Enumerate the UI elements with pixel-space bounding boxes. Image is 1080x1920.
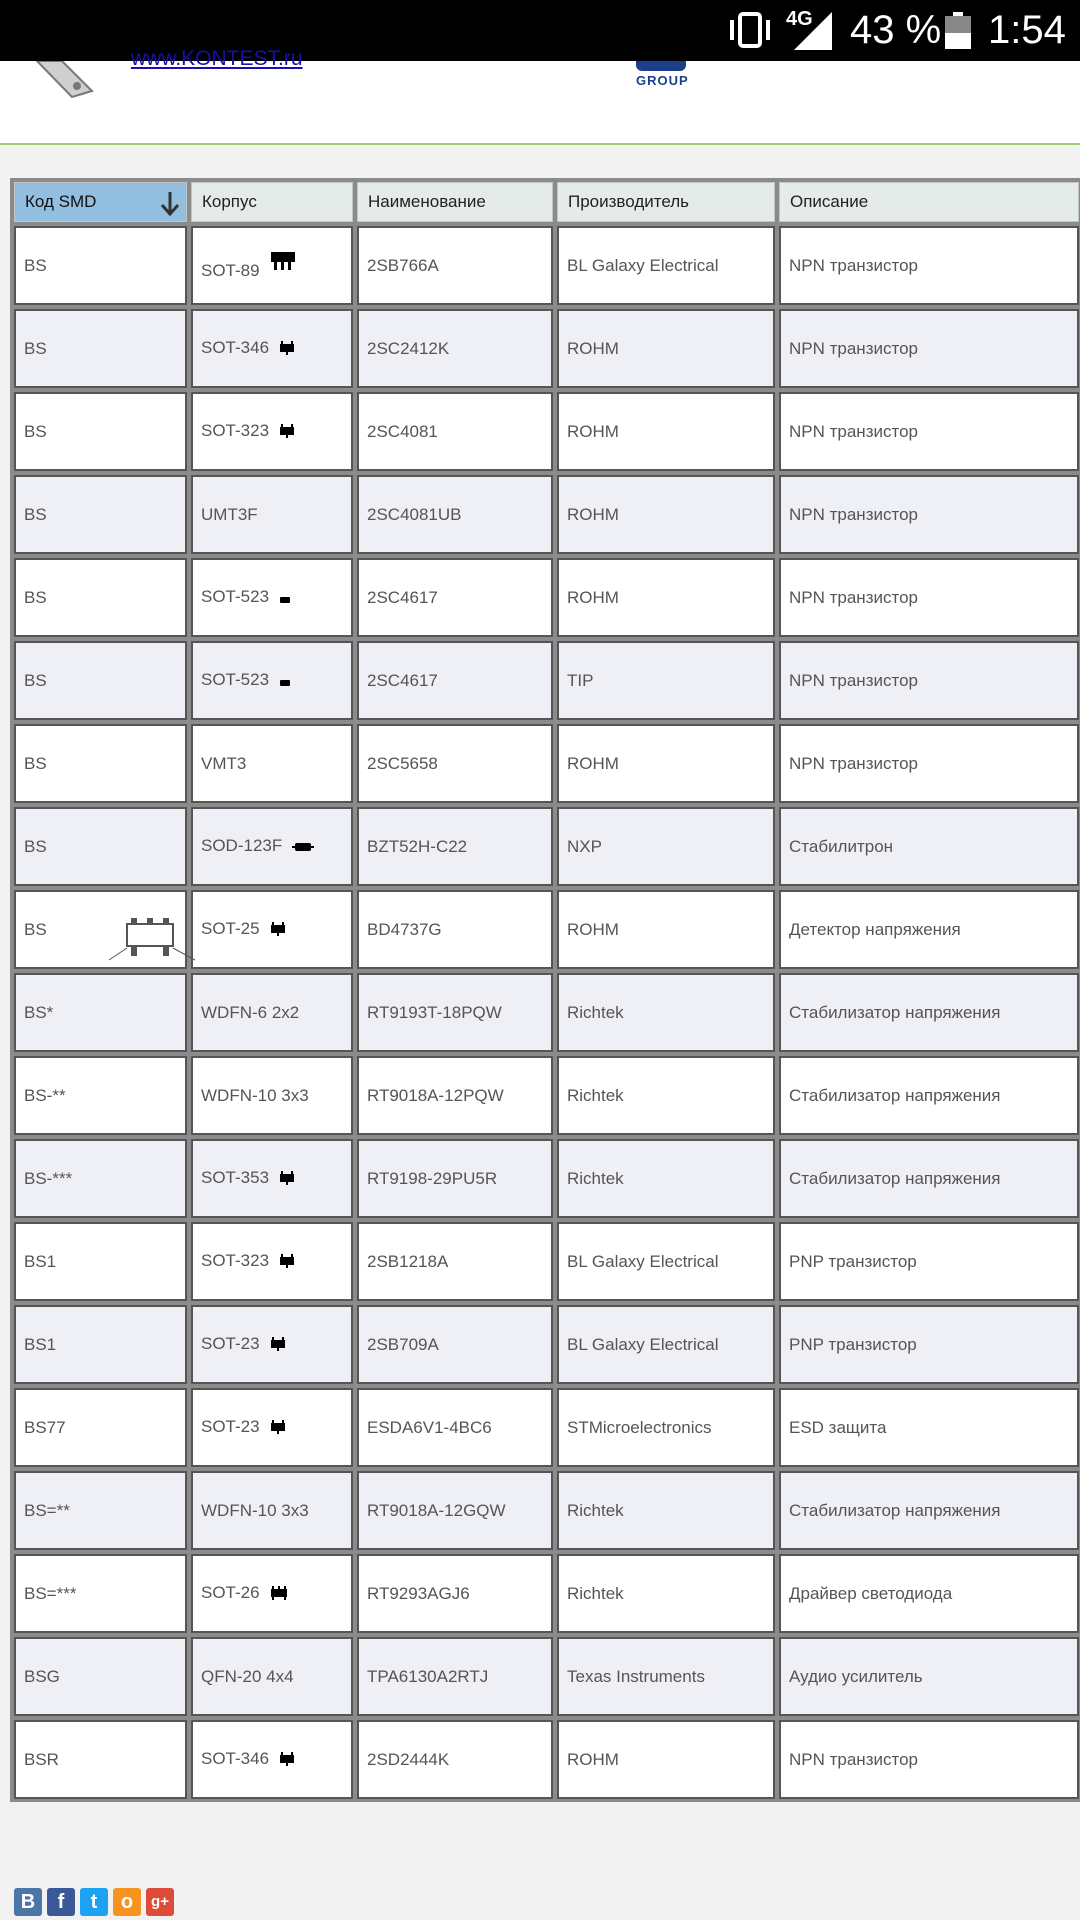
table-row[interactable] [14, 309, 1079, 388]
cell-description: NPN транзистор [779, 392, 1079, 471]
column-header-label: Код SMD [25, 192, 97, 211]
cell-code [14, 226, 187, 305]
cell-description: PNP транзистор [779, 1222, 1079, 1301]
cell-description: NPN транзистор [779, 641, 1079, 720]
table-row[interactable] [14, 475, 1079, 554]
cell-code-text: BS [24, 338, 47, 358]
package-chip-icon [279, 1170, 295, 1190]
cell-code-text: BS-** [24, 1085, 66, 1105]
cell-description: NPN транзистор [779, 724, 1079, 803]
column-header-description[interactable]: Описание [779, 182, 1079, 222]
cell-maker: BL Galaxy Electrical [557, 226, 775, 305]
site-link[interactable]: www.KONTEST.ru [131, 47, 303, 70]
cell-code [14, 1471, 187, 1550]
table-row[interactable] [14, 807, 1079, 886]
cell-package-text: SOD-123F [201, 835, 283, 855]
cell-name: BD4737G [357, 890, 553, 969]
facebook-share-button[interactable]: f [47, 1888, 75, 1916]
cell-description: Стабилизатор напряжения [779, 973, 1079, 1052]
cell-code-text: BSG [24, 1666, 60, 1686]
cell-description: NPN транзистор [779, 309, 1079, 388]
cell-package [191, 641, 353, 720]
cell-package-text: UMT3F [201, 504, 258, 524]
cell-maker: Richtek [557, 973, 775, 1052]
cell-code [14, 1139, 187, 1218]
table-header-row [14, 182, 1079, 222]
cell-code-text: BSR [24, 1749, 59, 1769]
package-chip-icon [270, 1585, 288, 1605]
twitter-share-button[interactable]: t [80, 1888, 108, 1916]
package-chip-icon [270, 250, 296, 277]
cell-maker: TIP [557, 641, 775, 720]
cell-code [14, 724, 187, 803]
cell-package [191, 475, 353, 554]
table-row[interactable] [14, 1720, 1079, 1799]
table-row[interactable] [14, 1471, 1079, 1550]
cell-package [191, 1056, 353, 1135]
vk-share-button[interactable]: В [14, 1888, 42, 1916]
cell-code [14, 1720, 187, 1799]
battery-percent: 43 % [850, 8, 942, 52]
cell-package [191, 558, 353, 637]
cell-name: 2SC4081 [357, 392, 553, 471]
cell-code-text: BS [24, 587, 47, 607]
cell-package [191, 807, 353, 886]
cell-name: 2SB1218A [357, 1222, 553, 1301]
cell-maker: ROHM [557, 890, 775, 969]
cell-code-text: BS [24, 421, 47, 441]
cell-package [191, 973, 353, 1052]
smd-table [10, 178, 1080, 1803]
partner-logo-icon [636, 61, 686, 71]
cell-name: 2SC4617 [357, 558, 553, 637]
cell-maker: ROHM [557, 309, 775, 388]
table-row[interactable] [14, 1388, 1079, 1467]
cell-maker: Richtek [557, 1139, 775, 1218]
cell-name: 2SB709A [357, 1305, 553, 1384]
cell-package-text: SOT-323 [201, 420, 270, 440]
table-row[interactable] [14, 226, 1079, 305]
cell-code [14, 890, 187, 969]
cell-maker: ROHM [557, 475, 775, 554]
googleplus-share-button[interactable]: g+ [146, 1888, 174, 1916]
cell-name: TPA6130A2RTJ [357, 1637, 553, 1716]
network-type: 4G [786, 8, 813, 30]
table-row[interactable] [14, 1305, 1079, 1384]
cell-name: 2SC4617 [357, 641, 553, 720]
cell-code [14, 1222, 187, 1301]
table-row[interactable] [14, 890, 1079, 969]
cell-code-text: BS=*** [24, 1583, 77, 1603]
package-chip-icon [279, 672, 291, 692]
cell-code [14, 807, 187, 886]
cell-package [191, 890, 353, 969]
cell-package-text: SOT-23 [201, 1333, 260, 1353]
cell-code-text: BS [24, 255, 47, 275]
cell-package [191, 724, 353, 803]
cell-description: NPN транзистор [779, 226, 1079, 305]
cell-code-text: BS [24, 753, 47, 773]
cell-description: NPN транзистор [779, 475, 1079, 554]
cell-code-text: BS [24, 919, 47, 939]
cell-maker: ROHM [557, 1720, 775, 1799]
cell-maker: ROHM [557, 558, 775, 637]
table-row[interactable] [14, 1222, 1079, 1301]
cell-code-text: BS [24, 670, 47, 690]
cell-description: ESD защита [779, 1388, 1079, 1467]
partner-logo-text: GROUP [636, 73, 689, 88]
cell-package-text: SOT-26 [201, 1582, 260, 1602]
cell-name: 2SC5658 [357, 724, 553, 803]
cell-package-text: SOT-23 [201, 1416, 260, 1436]
partner-logo [636, 61, 689, 88]
vibrate-icon [726, 12, 774, 48]
cell-package-text: QFN-20 4x4 [201, 1666, 294, 1686]
smd-table-container [10, 178, 1080, 1802]
package-chip-icon [279, 423, 295, 443]
cell-description: Стабилизатор напряжения [779, 1056, 1079, 1135]
cell-code [14, 392, 187, 471]
table-row[interactable] [14, 641, 1079, 720]
cell-code [14, 1056, 187, 1135]
cell-package-text: WDFN-10 3x3 [201, 1085, 309, 1105]
cell-package [191, 1305, 353, 1384]
odnoklassniki-share-button[interactable]: о [113, 1888, 141, 1916]
cell-code [14, 558, 187, 637]
cell-maker: STMicroelectronics [557, 1388, 775, 1467]
cell-package-text: SOT-25 [201, 918, 260, 938]
cell-package [191, 226, 353, 305]
table-row[interactable] [14, 1554, 1079, 1633]
cell-code-text: BS [24, 836, 47, 856]
cell-package [191, 1720, 353, 1799]
package-chip-icon [279, 1253, 295, 1273]
cell-code [14, 475, 187, 554]
cell-package-text: SOT-323 [201, 1250, 270, 1270]
site-logo-icon [32, 61, 122, 101]
table-row[interactable] [14, 1139, 1079, 1218]
cell-package-text: SOT-353 [201, 1167, 270, 1187]
table-row[interactable] [14, 1056, 1079, 1135]
cell-name: RT9193T-18PQW [357, 973, 553, 1052]
cell-package [191, 392, 353, 471]
site-header [0, 47, 1080, 145]
cell-name: RT9293AGJ6 [357, 1554, 553, 1633]
cell-code-text: BS1 [24, 1334, 57, 1354]
cell-maker: BL Galaxy Electrical [557, 1222, 775, 1301]
cell-package [191, 1554, 353, 1633]
cell-package [191, 1222, 353, 1301]
social-share-bar [14, 1888, 174, 1916]
package-chip-icon [270, 921, 286, 941]
cell-maker: Richtek [557, 1471, 775, 1550]
cell-code-text: BS1 [24, 1251, 57, 1271]
cell-name: 2SC4081UB [357, 475, 553, 554]
cell-maker: ROHM [557, 724, 775, 803]
cell-maker: Richtek [557, 1554, 775, 1633]
marking-diagram-icon [107, 918, 197, 969]
cell-description: Стабилизатор напряжения [779, 1139, 1079, 1218]
cell-package-text: SOT-523 [201, 586, 270, 606]
cell-code-text: BS [24, 504, 47, 524]
cell-name: ESDA6V1-4BC6 [357, 1388, 553, 1467]
column-header-package[interactable]: Корпус [191, 182, 353, 222]
cell-package [191, 309, 353, 388]
table-row[interactable] [14, 558, 1079, 637]
cell-code-text: BS=** [24, 1500, 70, 1520]
cell-name: 2SD2444K [357, 1720, 553, 1799]
cell-package-text: SOT-346 [201, 1748, 270, 1768]
package-chip-icon [279, 340, 295, 360]
cell-maker: Richtek [557, 1056, 775, 1135]
cell-code [14, 309, 187, 388]
cell-maker: BL Galaxy Electrical [557, 1305, 775, 1384]
cell-description: Стабилитрон [779, 807, 1079, 886]
cell-package [191, 1388, 353, 1467]
cell-code [14, 641, 187, 720]
cell-name: 2SB766A [357, 226, 553, 305]
cell-name: BZT52H-C22 [357, 807, 553, 886]
cell-maker: Texas Instruments [557, 1637, 775, 1716]
package-chip-icon [279, 1751, 295, 1771]
cell-code-text: BS-*** [24, 1168, 73, 1188]
cell-description: Драйвер светодиода [779, 1554, 1079, 1633]
cell-name: RT9018A-12GQW [357, 1471, 553, 1550]
package-chip-icon [279, 589, 291, 609]
cell-description: NPN транзистор [779, 558, 1079, 637]
table-row[interactable] [14, 392, 1079, 471]
cell-code-text: BS* [24, 1002, 54, 1022]
table-row[interactable] [14, 724, 1079, 803]
cell-description: Стабилизатор напряжения [779, 1471, 1079, 1550]
package-chip-icon [270, 1419, 286, 1439]
package-chip-icon [292, 838, 314, 858]
cell-description: Детектор напряжения [779, 890, 1079, 969]
cell-code [14, 1554, 187, 1633]
cell-code [14, 1637, 187, 1716]
cell-package [191, 1139, 353, 1218]
column-header-code[interactable] [14, 182, 187, 222]
cell-package-text: SOT-523 [201, 669, 270, 689]
cell-name: RT9198-29PU5R [357, 1139, 553, 1218]
battery-icon [944, 12, 972, 50]
sort-down-icon[interactable] [160, 191, 180, 217]
cell-package [191, 1471, 353, 1550]
cell-description: Аудио усилитель [779, 1637, 1079, 1716]
column-header-maker[interactable]: Производитель [557, 182, 775, 222]
cell-code [14, 1305, 187, 1384]
cell-package-text: SOT-89 [201, 261, 260, 280]
clock: 1:54 [988, 8, 1066, 52]
table-row[interactable] [14, 1637, 1079, 1716]
package-chip-icon [270, 1336, 286, 1356]
cell-name: RT9018A-12PQW [357, 1056, 553, 1135]
table-row[interactable] [14, 973, 1079, 1052]
cell-maker: NXP [557, 807, 775, 886]
cell-maker: ROHM [557, 392, 775, 471]
cell-code-text: BS77 [24, 1417, 66, 1437]
cell-package-text: VMT3 [201, 753, 247, 773]
cell-package-text: WDFN-6 2x2 [201, 1002, 300, 1022]
cell-code [14, 973, 187, 1052]
cell-code [14, 1388, 187, 1467]
cell-name: 2SC2412K [357, 309, 553, 388]
cell-package [191, 1637, 353, 1716]
cell-description: PNP транзистор [779, 1305, 1079, 1384]
column-header-name[interactable]: Наименование [357, 182, 553, 222]
cell-package-text: WDFN-10 3x3 [201, 1500, 309, 1520]
cell-description: NPN транзистор [779, 1720, 1079, 1799]
cell-package-text: SOT-346 [201, 337, 270, 357]
